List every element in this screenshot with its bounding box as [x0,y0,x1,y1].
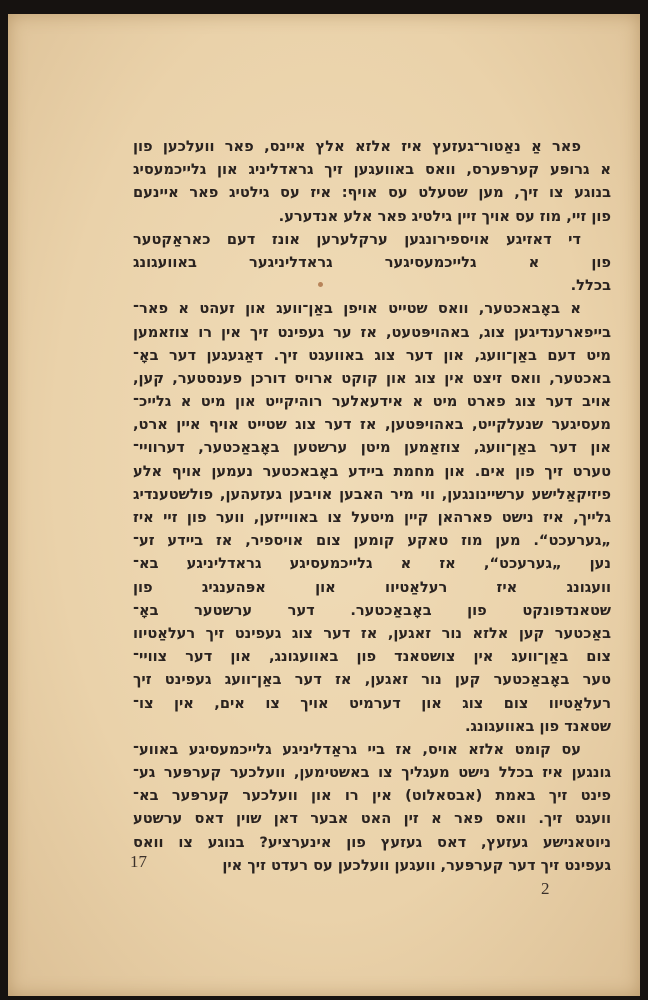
text-line: מעסיגער שנעלקייט, באהויפּטען, אז דער צוג שטייט אויף איין ארט, [133,416,611,434]
signature-mark: 2 [541,879,550,898]
text-line: גלייך, איז נישט פארהאן קיין מיטעל צו באווייזען, ווער פון זיי איז [133,509,611,526]
text-line: א גרופּע קערפּערס, וואס באוועגען זיך גראדליניג און גלייכמעסיג [133,161,611,179]
text-line: א באָבאכטער, וואס שטייט אויפן באַן־וועג און זעהט א פאר־ [133,300,581,318]
text-line: פיזיקאַלישע ערשיינונגען, ווי מיר האבען אויבען געזעהען, פולשטענדיג [133,485,611,503]
text-line: וועגט זיך. וואס פאר א זין האט אבער דאן שוין דאס ערשטע [133,810,611,828]
text-line: בכלל. [570,277,611,295]
text-line: פינט זיך באמת (אבסאלוט) אין רו און וועלכער קערפּער בא־ [133,787,611,805]
text-line: שטאנדפּונקט פון באָבאַכטער. דער ערשטער באָ־ [133,601,611,619]
text-line: וועגונג איז רעלאַטיוו און אפּהענגיג פון [133,578,611,596]
text-line: בייפארענדיגען צוג, באהויפּטעט, אז ער געפינט זיך אין רו צוזאמען [133,323,611,341]
text-line: טער באָבאַכטער קען נור זאגען, אז דער באַן־וועג געפינט זיך [133,671,611,689]
text-line: גונגען איז בכלל נישט מעגליך צו באשטימען, וועלכער קערפּער גע־ [133,764,611,782]
text-line: פאר אַ נאַטור־געזעץ איז אלזא אלץ איינס, פאר וועלכען פון [133,138,581,155]
text-line: בנוגע צו זיך, מען שטעלט עס אויף: איז עס גילטיג פאר איינעם [133,184,611,202]
text-line: צום באַן־וועג אין צושטאנד פון באוועגונג, און דער צוויי־ [133,648,611,666]
text-line: מיט דעם באַן־וועג, און דער צוג באוועגט זיך. דאַגעגען דער באָ־ [133,346,611,364]
text-line: באַכטער קען אלזא נור זאגען, אז דער צוג געפינט זיך רעלאַטיוו [133,624,611,642]
text-line: די דאזיגע אויספירונגען ערקלערען אונז דעם כאראַקטער [133,230,581,248]
text-line: און דער באַן־וועג, צוזאַמען מיטן ערשטען באָבאַכטער, דערוויי־ [133,439,611,457]
text-line: אויב דער צוג פארט מיט א אידעאלער רוהיקייט און מיט א גלייכ־ [133,393,611,411]
text-line: עס קומט אלזא אויס, אז ביי גראַדליניגע גלייכמעסיגע באווע־ [133,740,581,758]
text-line: נען „גערעכט“, אז א גלייכמעסיגע גראדליניגע בא־ [133,555,611,573]
text-line: פון זיי, מוז עס אויך זיין גילטיג פאר אלע אנדערע. [278,207,611,225]
text-line: געפינט זיך דער קערפּער, וועגען וועלכען עס רעדט זיך אין [222,856,611,874]
book-page [8,14,640,996]
text-line: באכטער, וואס זיצט אין צוג און קוקט ארויס דורכן פענסטער, קען, [133,369,611,387]
text-line: פון א גלייכמעסיגער גראדליניגער באוועגונג [133,253,611,271]
page-number: 17 [130,852,147,871]
text-line: טערט זיך פון אים. און מחמת ביידע באָבאכטער נעמען אויף אלע [133,462,611,480]
text-line: „גערעכט“. מען מוז טאקע קומען צום אויספיר, אז ביידע זע־ [133,532,611,550]
text-line: ניוטאנישע געזעץ, דאס געזעץ פון אינערציע? בנוגע צו וואס [133,833,611,851]
text-line: שטאנד פון באוועגונג. [464,717,611,735]
text-line: רעלאַטיוו צום צוג און דערמיט אויך צו אים, אין צו־ [133,694,611,712]
body-text [133,135,611,877]
